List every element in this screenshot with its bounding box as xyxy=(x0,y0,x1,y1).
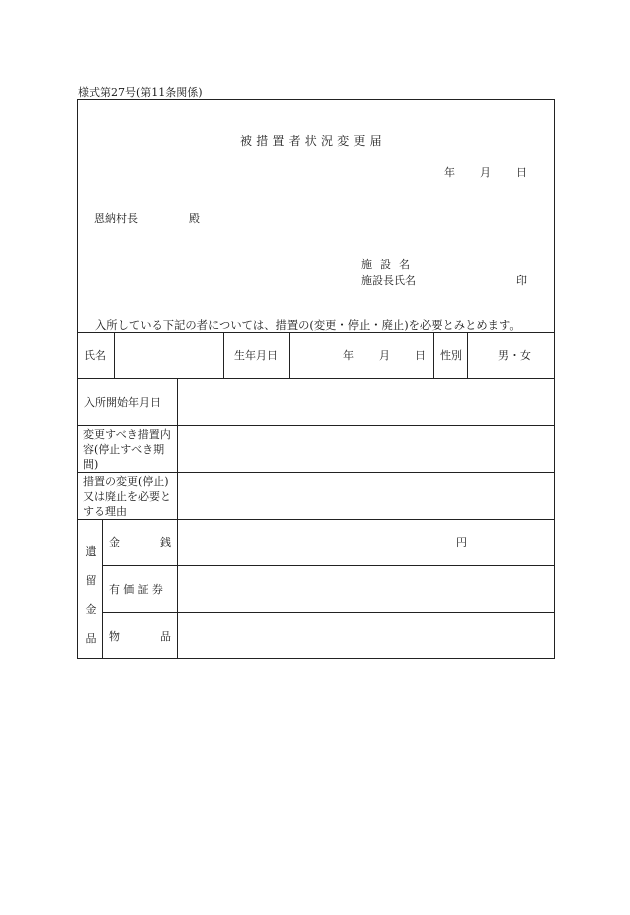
remaining-char: 品 xyxy=(85,632,97,645)
sex-label: 性別 xyxy=(440,349,462,362)
reason-field[interactable] xyxy=(184,488,544,503)
table-rule xyxy=(114,332,115,378)
table-rule xyxy=(77,519,555,520)
table-rule xyxy=(77,425,555,426)
remaining-items-label xyxy=(85,537,97,653)
sex-options[interactable]: 男・女 xyxy=(498,349,531,362)
birth-month-label: 月 xyxy=(379,349,390,362)
table-rule xyxy=(102,519,103,659)
money-unit: 円 xyxy=(456,536,467,549)
reason-label: 措置の変更(停止)又は廃止を必要とする理由 xyxy=(83,475,171,518)
honorific: 殿 xyxy=(189,212,200,225)
change-content-label: 変更すべき措置内容(停止すべき期間) xyxy=(83,428,171,471)
money-label-second: 銭 xyxy=(160,536,171,549)
form-frame xyxy=(77,99,555,659)
table-rule xyxy=(102,612,555,613)
table-rule xyxy=(467,332,468,378)
birth-year-label: 年 xyxy=(343,349,354,362)
table-rule xyxy=(433,332,434,378)
date-day-label: 日 xyxy=(516,166,527,179)
form-title: 被措置者状況変更届 xyxy=(240,134,386,148)
facility-name-label: 施設名 xyxy=(361,258,418,271)
name-label: 氏名 xyxy=(84,349,106,362)
facility-head-label: 施設長氏名 xyxy=(361,274,416,287)
goods-label-first: 物 xyxy=(109,630,120,643)
table-rule xyxy=(77,378,555,379)
seal-mark: 印 xyxy=(516,274,527,287)
table-rule xyxy=(223,332,224,378)
table-rule xyxy=(77,332,555,333)
statement: 入所している下記の者については、措置の(変更・停止・廃止)を必要とみとめます。 xyxy=(95,319,521,332)
date-year-label: 年 xyxy=(444,166,455,179)
change-content-field[interactable] xyxy=(184,441,544,456)
goods-label-second: 品 xyxy=(160,630,171,643)
remaining-char: 金 xyxy=(85,603,97,616)
remaining-char: 留 xyxy=(85,574,97,587)
name-field[interactable] xyxy=(120,348,216,363)
money-label-first: 金 xyxy=(109,536,120,549)
birthdate-label: 生年月日 xyxy=(234,349,278,362)
start-date-label: 入所開始年月日 xyxy=(84,396,161,409)
table-rule xyxy=(102,565,555,566)
start-date-field[interactable] xyxy=(184,395,544,410)
table-rule xyxy=(177,378,178,659)
addressee: 恩納村長 xyxy=(94,212,138,225)
form-number: 様式第27号(第11条関係) xyxy=(78,86,203,99)
birth-day-label: 日 xyxy=(415,349,426,362)
table-rule xyxy=(77,472,555,473)
table-rule xyxy=(289,332,290,378)
date-month-label: 月 xyxy=(480,166,491,179)
remaining-char: 遺 xyxy=(85,545,97,558)
securities-label: 有価証券 xyxy=(109,583,167,596)
